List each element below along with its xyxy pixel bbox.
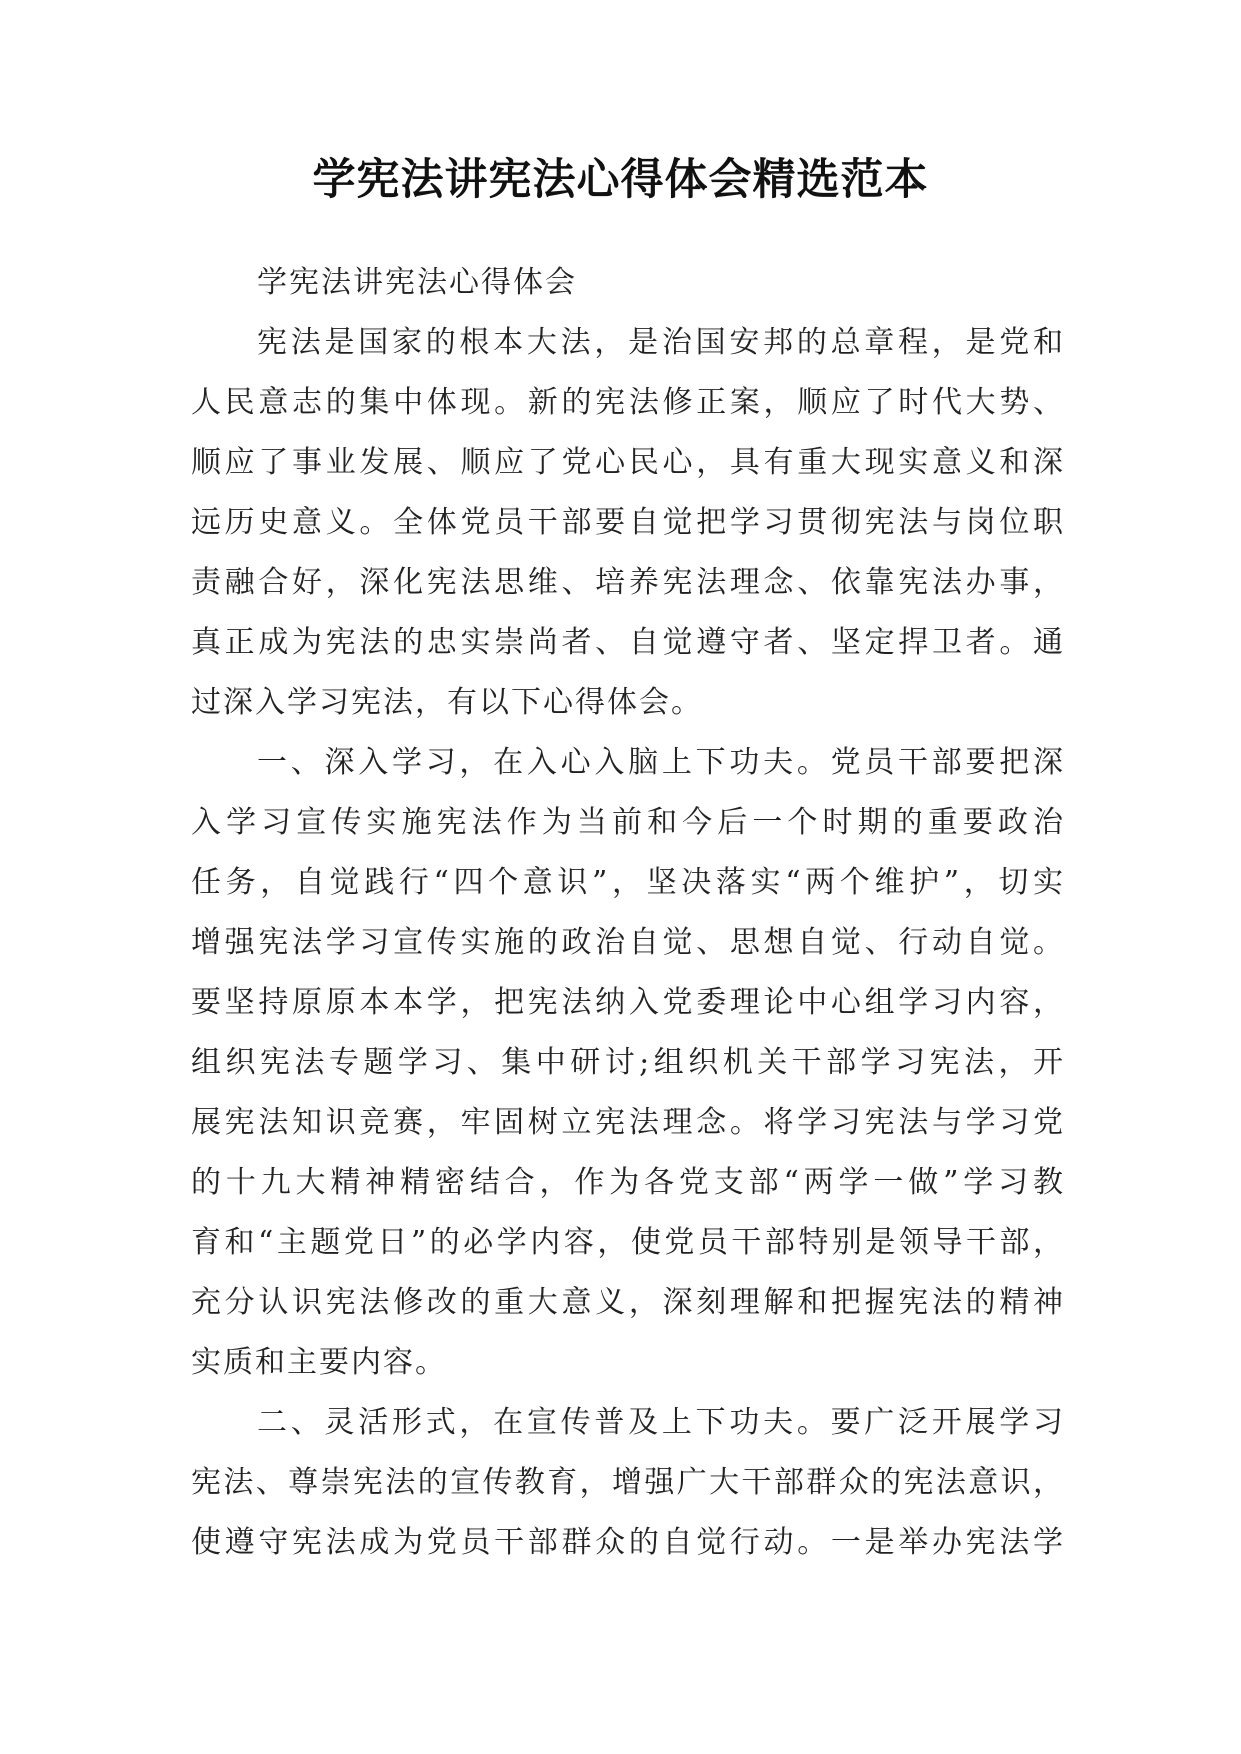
paragraph-line: 过深入学习宪法，有以下心得体会。 — [191, 685, 703, 720]
paragraph-line: 任务，自觉践行“四个意识”，坚决落实“两个维护”，切实 — [191, 865, 1065, 900]
paragraph-line: 入学习宣传实施宪法作为当前和今后一个时期的重要政治 — [191, 805, 1065, 840]
paragraph-line: 使遵守宪法成为党员干部群众的自觉行动。一是举办宪法学 — [191, 1525, 1065, 1560]
paragraph-line: 实质和主要内容。 — [191, 1345, 447, 1380]
paragraph-line: 组织宪法专题学习、集中研讨;组织机关干部学习宪法，开 — [191, 1045, 1065, 1080]
paragraph-line: 二、灵活形式，在宣传普及上下功夫。要广泛开展学习 — [257, 1405, 1065, 1440]
paragraph-line: 宪法、尊崇宪法的宣传教育，增强广大干部群众的宪法意识， — [191, 1465, 1065, 1500]
paragraph-line: 远历史意义。全体党员干部要自觉把学习贯彻宪法与岗位职 — [191, 505, 1065, 540]
document-body — [191, 253, 1065, 1573]
subtitle-line: 学宪法讲宪法心得体会 — [257, 265, 577, 300]
document-title: 学宪法讲宪法心得体会精选范本 — [312, 155, 929, 205]
paragraph-line: 充分认识宪法修改的重大意义，深刻理解和把握宪法的精神 — [191, 1285, 1065, 1320]
paragraph-line: 的十九大精神精密结合，作为各党支部“两学一做”学习教 — [191, 1165, 1065, 1200]
paragraph-line: 人民意志的集中体现。新的宪法修正案，顺应了时代大势、 — [191, 385, 1065, 420]
paragraph-line: 一、深入学习，在入心入脑上下功夫。党员干部要把深 — [257, 745, 1065, 780]
paragraph-line: 展宪法知识竞赛，牢固树立宪法理念。将学习宪法与学习党 — [191, 1105, 1065, 1140]
paragraph-line: 真正成为宪法的忠实崇尚者、自觉遵守者、坚定捍卫者。通 — [191, 625, 1065, 660]
paragraph-line: 责融合好，深化宪法思维、培养宪法理念、依靠宪法办事， — [191, 565, 1065, 600]
paragraph-line: 顺应了事业发展、顺应了党心民心，具有重大现实意义和深 — [191, 445, 1065, 480]
paragraph-line: 要坚持原原本本学，把宪法纳入党委理论中心组学习内容， — [191, 985, 1065, 1020]
paragraph-line: 宪法是国家的根本大法，是治国安邦的总章程，是党和 — [257, 325, 1065, 360]
paragraph-line: 增强宪法学习宣传实施的政治自觉、思想自觉、行动自觉。 — [191, 925, 1065, 960]
paragraph-line: 育和“主题党日”的必学内容，使党员干部特别是领导干部， — [191, 1225, 1065, 1260]
